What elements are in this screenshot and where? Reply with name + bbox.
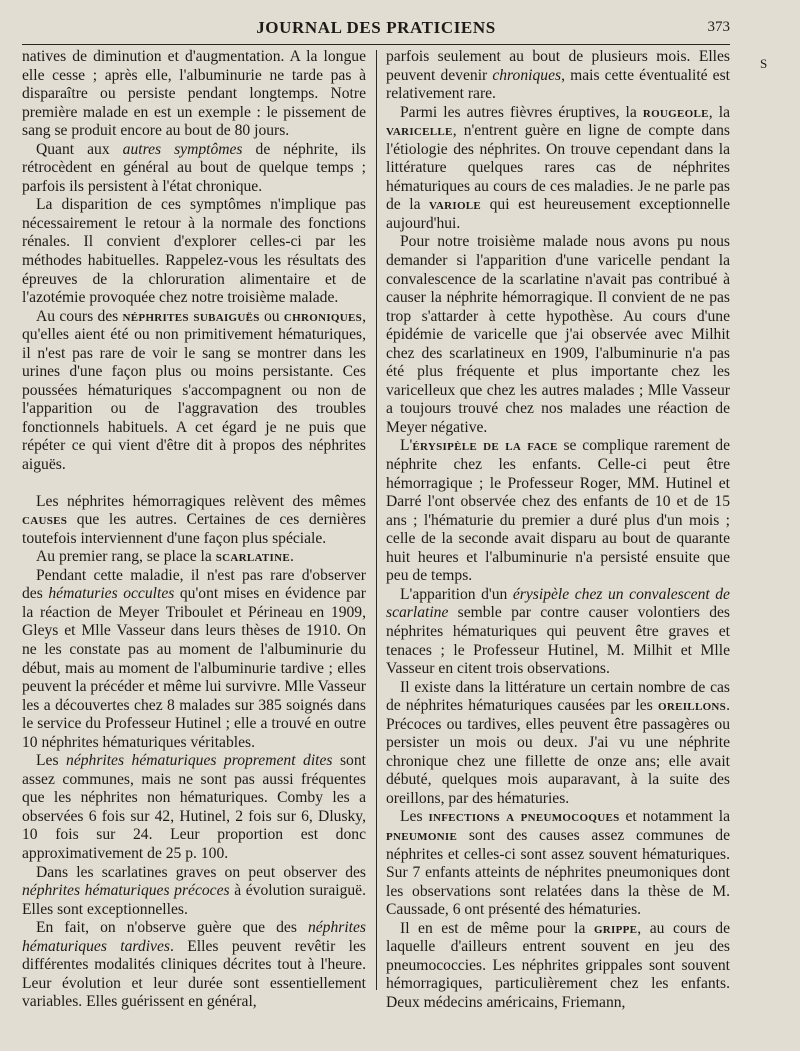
journal-title: JOURNAL DES PRATICIENS (256, 18, 496, 37)
paragraph: Quant aux autres symptômes de néphrite, ils rétrocèdent en général au bout de quelque temps ; parfois ils persistent à l'état chronique. (22, 140, 367, 195)
paragraph: parfois seulement au bout de plusieurs mois. Elles peuvent devenir chroniques, mais cette éventualité est relativement rare. (386, 48, 730, 103)
column-divider (376, 50, 377, 990)
paragraph: L'érysipèle de la face se complique rarement de néphrite chez les enfants. Celle-ci peut être hémorragique ; le Professeur Roger, MM. Hutinel et Darré l'ont observée chez des enfants de 10 et de 15 ans ; l'hématurie du premier a duré plus d'un mois ; celle de la seconde avait disparu au bout de quarante huit heures et l'albuminurie n'a persisté ensuite que peu de temps. (386, 437, 730, 585)
paragraph: Les infections a pneumocoques et notamment la pneumonie sont des causes assez communes de néphrites et celles-ci sont assez souvent hématuriques. Sur 7 enfants atteints de néphrites pneumoniques dont les observations sont relatées dans la thèse de M. Caussade, 6 ont présenté des hématuries. (386, 808, 731, 919)
running-header (22, 14, 730, 45)
paragraph: Dans les scarlatines graves on peut observer des néphrites hématuriques précoces à évolution suraiguë. Elles sont exceptionnelles. (22, 863, 367, 918)
paragraph: Parmi les autres fièvres éruptives, la rougeole, la varicelle, n'entrent guère en ligne de compte dans l'étiologie des néphrites. On trouve cependant dans la littérature quelques rares cas de néphrites hématuriques au cours de ces maladies. Je ne parle pas de la variole qui est heureusement exceptionnelle aujourd'hui. (386, 103, 730, 232)
paragraph: natives de diminution et d'augmentation. A la longue elle cesse ; après elle, l'albuminurie ne tarde pas à disparaître ou persiste pendant longtemps. Notre première malade en est un exemple : le pissement de sang se produit encore au bout de 80 jours. (22, 48, 366, 140)
paragraph: En fait, on n'observe guère que des néphrites hématuriques tardives. Elles peuvent revêtir les différentes modalités cliniques décrites tout à l'heure. Leur évolution et leur durée sont essentiellement variables. Elles guérissent en général, (22, 919, 366, 1011)
left-column (22, 48, 366, 1012)
paragraph: Au cours des néphrites subaiguës ou chroniques, qu'elles aient été ou non primitivement hématuriques, il n'est pas rare de voir le sang se montrer dans les urines d'une façon plus ou moins persistante. Ces poussées hématuriques s'accompagnent ou non de l'apparition ou de l'aggravation des troubles fonctionnels habituels. A cet égard je ne puis que répéter ce qui vient d'être dit à propos des néphrites aiguës. (22, 307, 366, 474)
margin-mark: S (760, 56, 768, 71)
paragraph: Pour notre troisième malade nous avons pu nous demander si l'apparition d'une varicelle pendant la convalescence de la scarlatine n'avait pas contribué à causer la néphrite hémorragique. Il convient de ne pas trop s'attarder à cette hypothèse. Au cours d'une épidémie de varicelle que j'ai observée avec Milhit chez des scarlatineux en 1909, l'albuminurie n'a pas été plus fréquente et plus importante chez les varicelleux que chez les autres malades ; Mlle Vasseur a toujours trouvé chez nos malades une réaction de Meyer négative. (386, 233, 730, 436)
paragraph: Au premier rang, se place la scarlatine. (36, 548, 294, 566)
right-column (386, 48, 730, 1012)
paragraph: L'apparition d'un érysipèle chez un convalescent de scarlatine semble par contre causer volontiers des néphrites hématuriques qui peuvent être graves et tenaces ; le Professeur Hutinel, M. Milhit et Mlle Vasseur en citent trois observations. (386, 585, 730, 678)
paragraph: Pendant cette maladie, il n'est pas rare d'observer des hématuries occultes qu'ont mises en évidence par la réaction de Meyer Triboulet et Périneau en 1909, Gleys et Mlle Vasseur dans leurs thèses de 1910. On ne les constate pas au moment de l'albuminurie du début, mais au moment de l'albuminurie tardive ; elles peuvent la précéder et même lui survivre. Mlle Vasseur les a découvertes chez 8 malades sur 385 soignés dans le service du Professeur Hutinel ; elle a trouvé en outre 10 néphrites hématuriques véritables. (22, 566, 366, 751)
paragraph: Les néphrites hématuriques proprement dites sont assez communes, mais ne sont pas aussi fréquentes que les néphrites non hématuriques. Comby les a observées 6 fois sur 42, Hutinel, 2 fois sur 6, Dlusky, 10 fois sur 24. Leur proportion est donc approximativement de 25 p. 100. (22, 752, 366, 862)
page-number: 373 (707, 19, 730, 35)
paragraph: Les néphrites hémorragiques relèvent des mêmes causes que les autres. Certaines de ces dernières toutefois interviennent d'une façon plus spéciale. (22, 492, 366, 547)
paragraph: Il en est de même pour la grippe, au cours de laquelle d'ailleurs entrent souvent en jeu des pneumococcies. Les néphrites grippales sont souvent hémorragiques, particulièrement chez les enfants. Deux médecins américains, Friemann, (386, 919, 730, 1011)
paragraph: La disparition de ces symptômes n'implique pas nécessairement le retour à la normale des fonctions rénales. Il convient d'explorer celles-ci par les méthodes habituelles. Rappelez-vous les résultats des épreuves de la chloruration alimentaire et de l'azotémie provoquée chez notre troisième malade. (22, 196, 366, 307)
paragraph: Il existe dans la littérature un certain nombre de cas de néphrites hématuriques causées par les oreillons. Précoces ou tardives, elles peuvent être passagères ou persister un mois ou deux. J'ai vu une néphrite chronique chez une fillette de onze ans; elle avait débuté, quelques mois auparavant, à la suite des oreillons, par des hématuries. (386, 678, 730, 807)
